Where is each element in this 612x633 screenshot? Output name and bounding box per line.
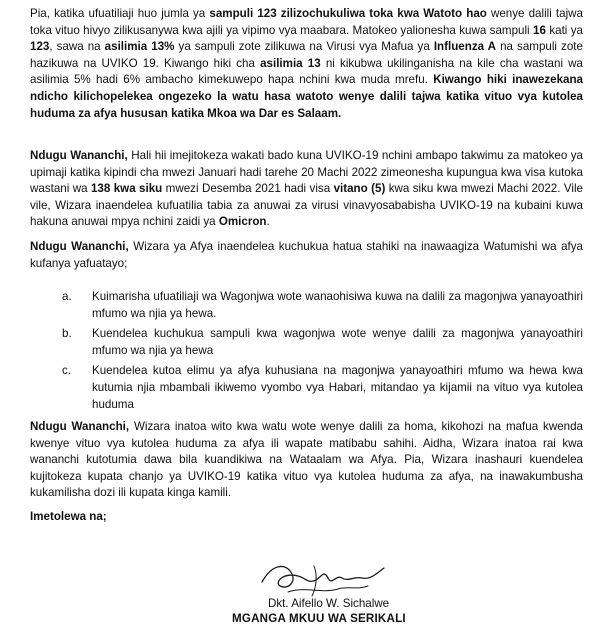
signatory-name: Dkt. Aifello W. Sichalwe xyxy=(268,597,390,610)
list-item: b. Kuendelea kuchukua sampuli kwa wagonjwa wote wenye dalili za magonjwa yanayoathiri mfumo wa njia ya hewa xyxy=(62,327,583,357)
paragraph-covid-situation: Ndugu Wananchi, Hali hii imejitokeza wakati bado kuna UVIKO-19 nchini ambapo takwimu za matokeo ya upimaji katika kipindi cha mwezi Januari hadi tarehe 20 Machi 2022 zimeonesha kupungua kwa visa kutoka wastani wa 138 kwa siku mwezi Desemba 2021 hadi visa vitano (5) kwa siku kwa mwezi Machi 2022. Vile vile, Wizara inaendelea kufuatilia tabia za anuwai za virusi vinavyosababisha UVIKO-19 na kubaini kuwa hakuna anuwai mpya nchini zaidi ya Omicron. xyxy=(30,149,584,229)
list-item: c. Kuendelea kutoa elimu ya afya kuhusiana na magonjwa yanayoathiri mfumo wa hewa kwa kutumia njia mbambali ikiwemo vyombo vya Habari, mitandao ya kijamii na vituo vya kutolea huduma xyxy=(62,364,583,411)
signatory-title: MGANGA MKUU WA SERIKALI xyxy=(232,612,406,625)
list-marker: b. xyxy=(62,327,72,341)
paragraph-sampling-results: Pia, katika ufuatiliaji huo jumla ya sampuli 123 zilizochukuliwa toka kwa Watoto hao wenye dalili tajwa toka vituo hivyo zilikusanywa kwa ajili ya vipimo vya maabara. Matokeo yalionesha kuwa sampuli 16 kati ya 123, sawa na asilimia 13% ya sampuli zote zilikuwa na Virusi vya Mafua ya Influenza A na sampuli zote hazikuwa na UVIKO 19. Kiwango hiki cha asilimia 13 ni kikubwa ukilinganisha na kile cha wastani wa asilimia 5% hadi 6% ambacho kimekuwepo hapa nchini kwa muda mrefu. Kiwango hiki inawezekana ndicho kilichopelekea ongezeko la watu hasa watoto wenye dalili tajwa katika vituo vya kutolea huduma za afya hususan katika Mkoa wa Dar es Salaam. xyxy=(30,7,583,120)
directives-list xyxy=(30,289,583,417)
list-marker: c. xyxy=(62,364,72,378)
paragraph-public-advice: Ndugu Wananchi, Wizara inatoa wito kwa watu wote wenye dalili za homa, kikohozi na mafua kwenda kwenye vituo vya kutolea huduma za afya ili wapate matibabu sahihi. Aidha, Wizara inatoa rai kwa wananchi kutotumia dawa bila kuandikiwa na Wataalam wa Afya. Pia, Wizara inashauri kuendelea kujitokeza kupata chanjo ya UVIKO-19 katika vituo vya kutolea huduma za afya, na inawakumbusha kukamilisha dozi ili kupata kinga kamili. xyxy=(30,420,583,500)
closing-line: Imetolewa na; xyxy=(30,510,107,523)
paragraph-ministry-actions: Ndugu Wananchi, Wizara ya Afya inaendelea kuchukua hatua stahiki na inawaagiza Watumishi wa afya kufanya yafuatayo; xyxy=(30,240,583,270)
list-marker: a. xyxy=(62,290,72,303)
list-item: a. Kuimarisha ufuatiliaji wa Wagonjwa wote wanaohisiwa kuwa na dalili za magonjwa yanayoathiri mfumo wa njia ya hewa. xyxy=(62,290,583,320)
handwritten-signature xyxy=(258,556,388,598)
